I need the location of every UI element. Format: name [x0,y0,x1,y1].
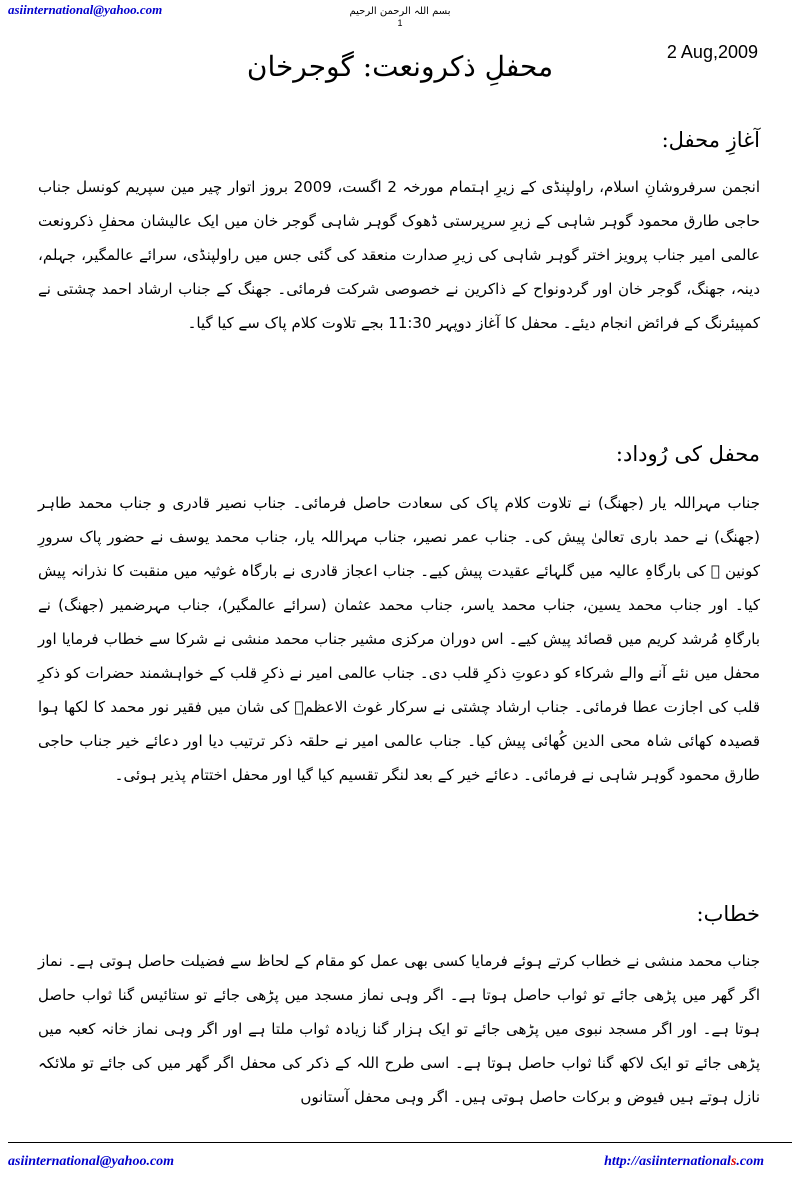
article-date: 2 Aug,2009 [666,42,758,62]
site-prefix: http://asiinternational [604,1154,731,1169]
header-email[interactable]: asiinternational@yahoo.com [8,2,163,17]
proceedings-heading: محفل کی رُوداد: [615,442,760,466]
intro-text: انجمن سرفروشانِ اسلام، راولپنڈی کے زیرِ اہتمام مورخہ 2 اگست، 2009 بروز اتوار چیر مین سپریم کونسل جناب حاجی طارق محمود گوہر شاہی کے زیرِ سرپرستی ڈھوک گوہر شاہی گوجر خان میں ایک عالیشان محفلِ ذکرونعت عالمی امیر جناب پرویز اختر گوہر شاہی کی زیرِ صدارت منعقد کی گئی جس میں راولپنڈی، سرائے عالمگیر، جہلم، دینہ، جھنگ، گوجر خان اور گردونواح کے ذاکرین نے خصوصی شرکت فرمائی۔ جھنگ کے جناب ارشاد احمد چشتی نے کمپیئرنگ کے فرائض انجام دیئے۔ محفل کا آغاز دوپہر 11:30 بجے تلاوت کلام پاک سے کیا گیا۔ [38,178,761,332]
intro-heading: آغازِ محفل: [661,128,760,152]
proceedings-text: جناب مہراللہ یار (جھنگ) نے تلاوت کلام پاک کی سعادت حاصل فرمائی۔ جناب نصیر قادری و جناب محمد طاہر (جھنگ) نے حمد باری تعالیٰ پیش کی۔ جناب عمر نصیر، جناب مہراللہ یار، جناب محمد یوسف نے حضور پاک سرورِ کونین ﷺ کی بارگاہِ عالیہ میں گلہائے عقیدت پیش کیے۔ جناب اعجاز قادری نے بارگاہ غوثیہ میں منقبت کا نذرانہ پیش کیا۔ اور جناب محمد یسین، جناب محمد یاسر، جناب محمد عثمان (سرائے عالمگیر)، جناب مہرضمیر (جھنگ) نے بارگاہِ مُرشد کریم میں قصائد پیش کیے۔ اس دوران مرکزی مشیر جناب محمد منشی نے شرکا سے خطاب فرمایا اور محفل میں نئے آنے والے شرکاء کو دعوتِ ذکرِ قلب دی۔ جناب عالمی امیر نے ذکرِ قلب کے خواہشمند حضرات کو ذکرِ قلب کی اجازت عطا فرمائی۔ جناب ارشاد چشتی نے سرکار غوث الاعظمؓ کی شان میں فقیر نور محمد کا لکھا ہوا قصیدہ کھائی شاہ محی الدین کُھائی پیش کیا۔ جناب عالمی امیر نے حلقہ ذکر ترتیب دیا اور دعائے خیر جناب حاجی طارق محمود گوہر شاہی نے فرمائی۔ دعائے خیر کے بعد لنگر تقسیم کیا گیا اور محفل اختتام پذیر ہوئی۔ [38,494,760,784]
footer-website-link[interactable] [604,1154,764,1170]
footer-divider [8,1142,792,1143]
site-suffix: .com [736,1154,764,1169]
speech-heading: خطاب: [696,902,760,926]
bismillah: بسم اللہ الرحمن الرحیم [349,6,451,17]
footer-email[interactable]: asiinternational@yahoo.com [8,1154,175,1169]
intro-paragraph [38,170,760,340]
proceedings-paragraph [38,486,760,792]
speech-text: جناب محمد منشی نے خطاب کرتے ہوئے فرمایا کسی بھی عمل کو مقام کے لحاظ سے فضیلت حاصل ہوتی ہے۔ نماز اگر گھر میں پڑھی جائے تو ثواب حاصل ہوتا ہے۔ اگر وہی نماز مسجد میں پڑھی جائے تو ستائیس گنا ثواب حاصل ہوتا ہے۔ اور اگر مسجد نبوی میں پڑھی جائے تو ایک ہزار گنا زیادہ ثواب ملتا ہے اور اگر وہی نماز خانہ کعبہ میں پڑھی جائے تو ایک لاکھ گنا ثواب حاصل ہوتا ہے۔ اسی طرح اللہ کے ذکر کی محفل اگر گھر میں کی جائے تو ملائکہ نازل ہوتے ہیں فیوض و برکات حاصل ہوتی ہیں۔ اگر وہی محفل آستانوں [38,952,760,1106]
site-highlight: s [730,1154,737,1169]
speech-paragraph [38,944,760,1114]
article-title: محفلِ ذکرونعت: گوجرخان [246,50,554,83]
page-number: 1 [397,18,403,28]
